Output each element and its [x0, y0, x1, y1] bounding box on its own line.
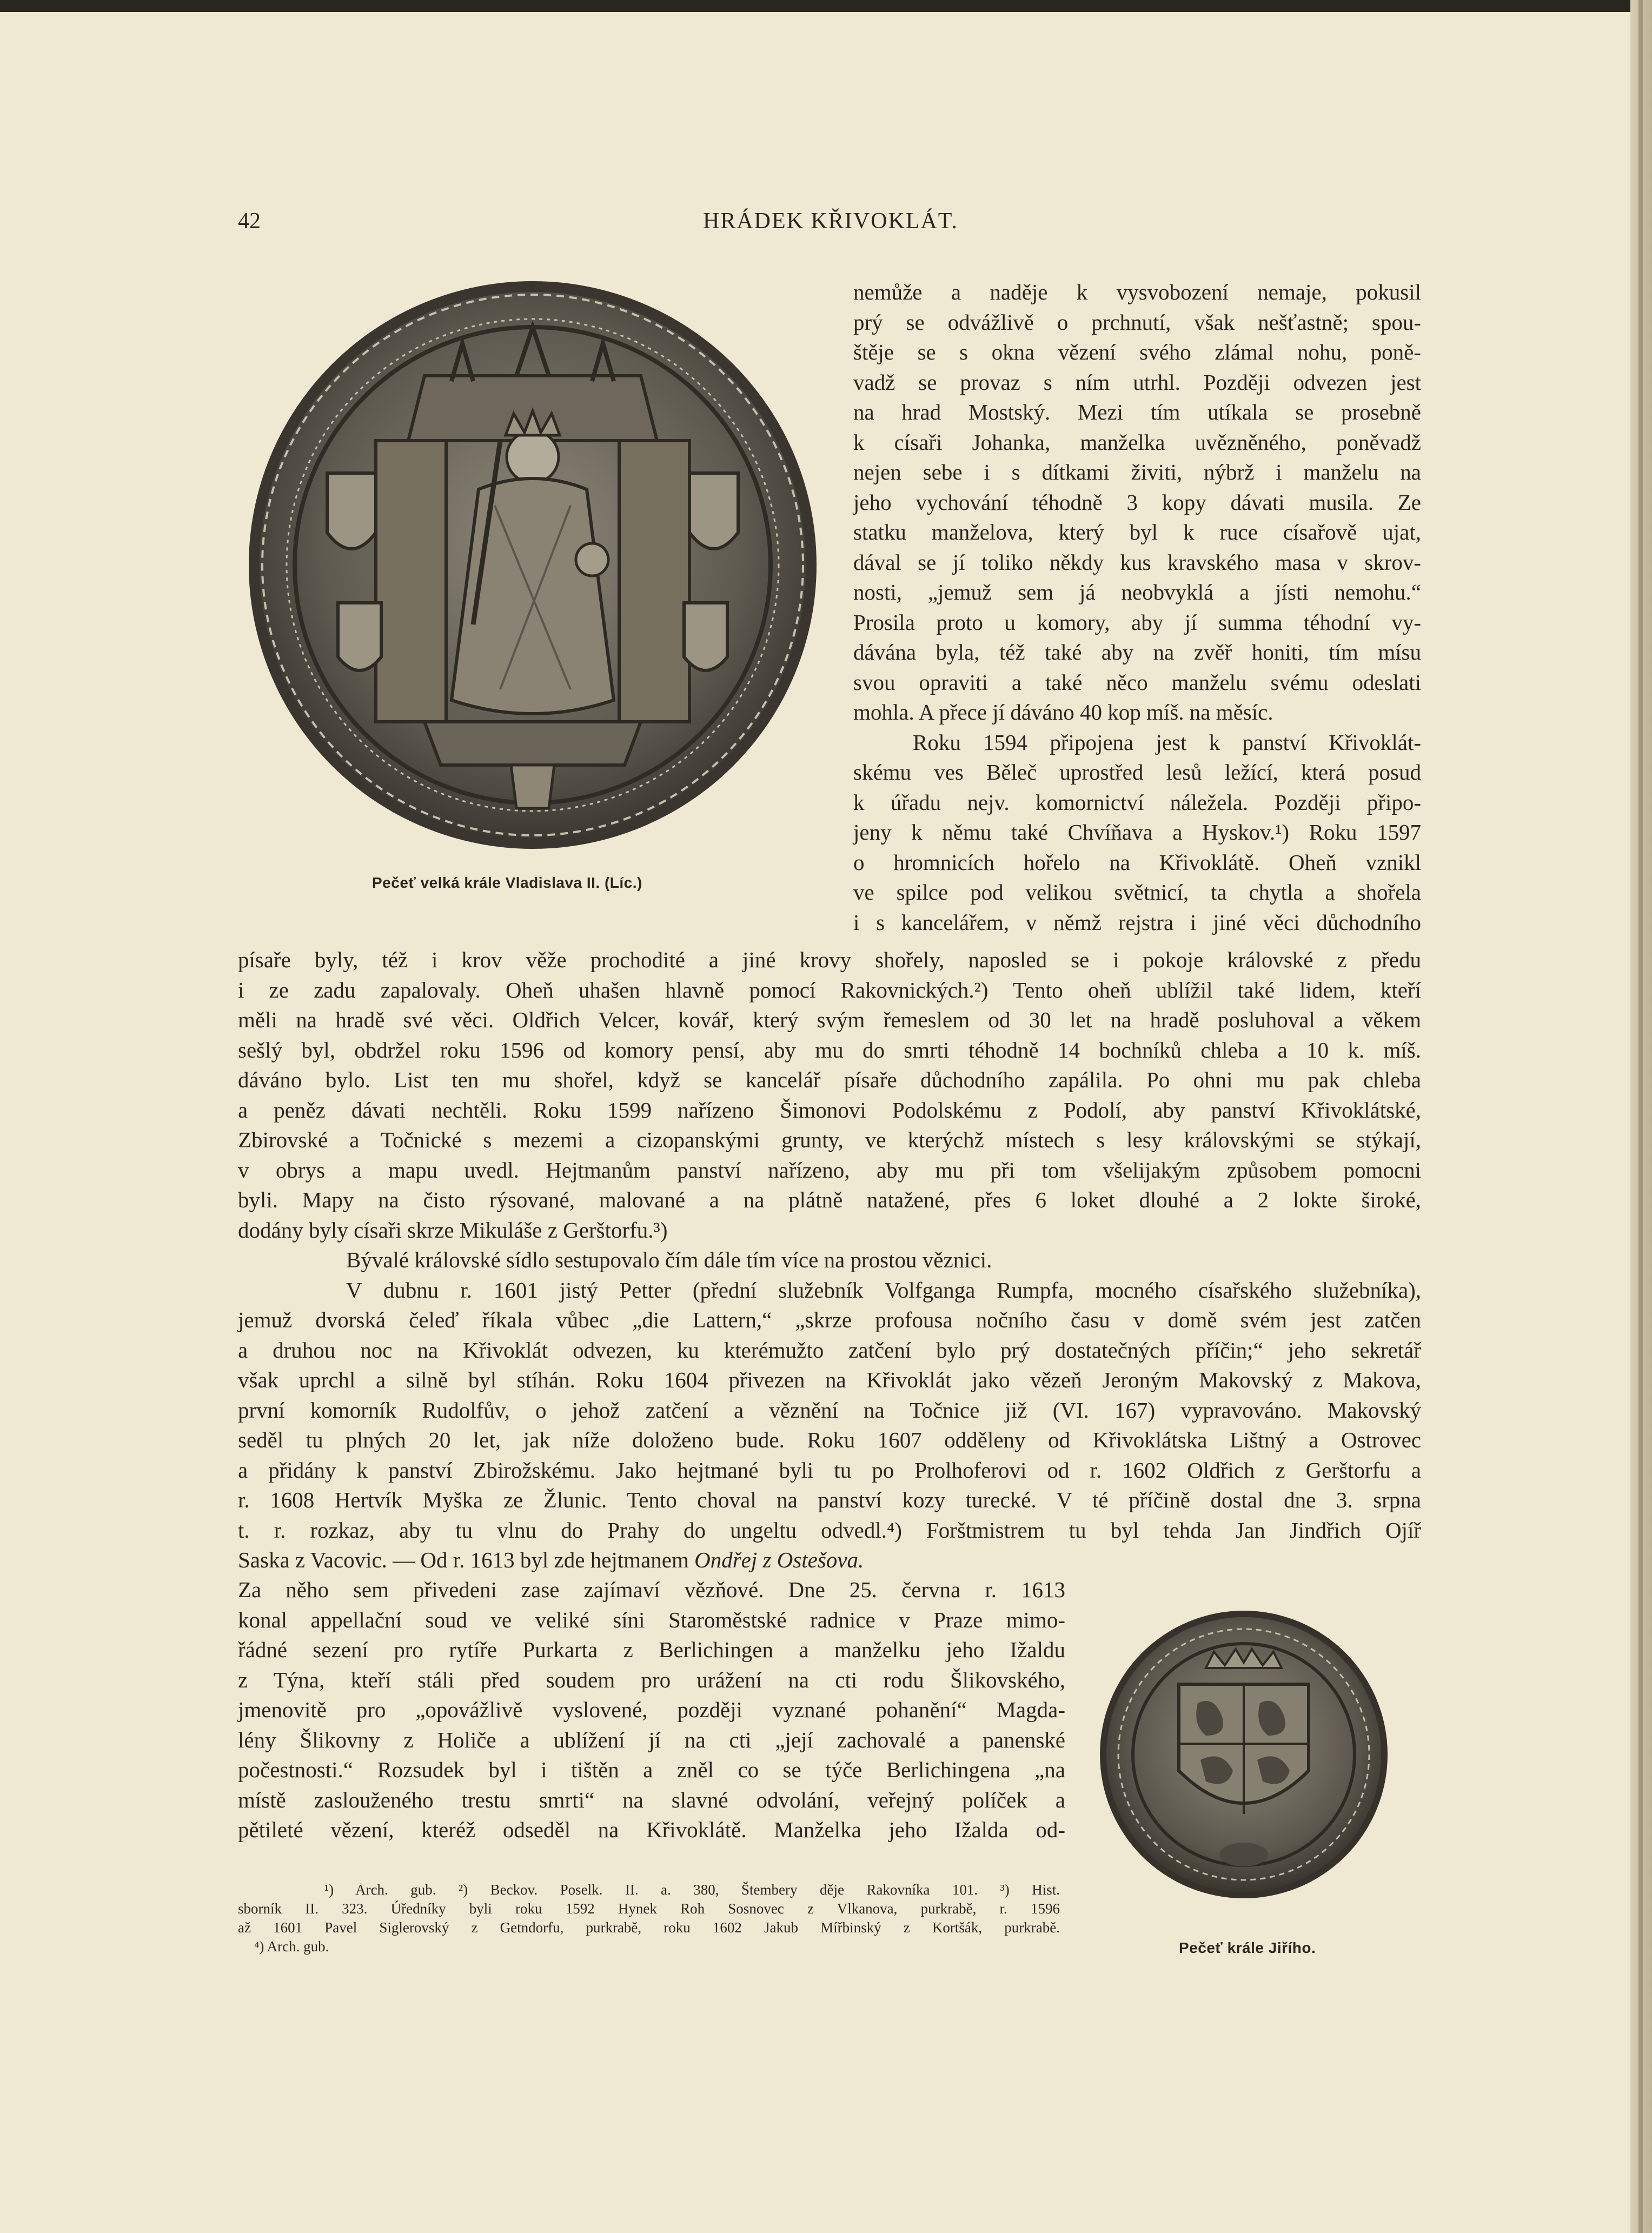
text-line: dávána byla, též také aby na zvěř honiti, tím mísu [853, 640, 1421, 664]
scan-top-edge [0, 0, 1652, 12]
text-line: však uprchl a silně byl stíhán. Roku 1604 přivezen na Křivoklát jako vězeň Jeroným Makovský z Makova, [238, 1367, 1421, 1392]
text-line: k císaři Johanka, manželka uvězněného, poněvadž [853, 429, 1421, 455]
paragraph-lower [238, 1575, 1065, 1845]
paragraph-short: Bývalé královské sídlo sestupovalo čím dále tím více na prostou věznici. [346, 1247, 992, 1272]
text-line: na hrad Mostský. Mezi tím utíkala se prosebně [853, 400, 1421, 424]
text-line: skému ves Běleč uprostřed lesů ležící, která posud [853, 760, 1421, 785]
running-head: HRÁDEK KŘIVOKLÁT. [703, 209, 958, 234]
text-line: lény Šlikovny z Holiče a ublížení jí na cti „její zachovalé a panenské [238, 1727, 1065, 1752]
footnote-line: ⁴) Arch. gub. [254, 1938, 329, 1955]
text-line: Prosila proto u komory, aby jí summa téhodní vy- [853, 609, 1421, 635]
text-line: první komorník Rudolfův, o jehož zatčení a věznění na Točnice již (VI. 167) vypravováno. Makovský [238, 1397, 1421, 1423]
text-line: r. 1608 Hertvík Myška ze Žlunic. Tento choval na panství kozy turecké. V té příčině dostal dne 3. srpna [238, 1487, 1421, 1512]
seal-jiri-image [1098, 1609, 1390, 1900]
footnote-line: sborník II. 323. Úředníky byli roku 1592 Hynek Roh Sosnovec z Vlkanova, purkrabě, r. 1596 [238, 1900, 1060, 1917]
text-line: řádné sezení pro rytíře Purkarta z Berlichingen a manželku jeho Ižaldu [238, 1637, 1065, 1662]
text-line: dodány byly císaři skrze Mikuláše z Gerštorfu.³) [238, 1217, 668, 1242]
footnotes [238, 1880, 1060, 1956]
text-line: a peněz dávati nechtěli. Roku 1599 nařízeno Šimonovi Podolskému z Podolí, aby panství Křivoklátské, [238, 1097, 1421, 1122]
text-line: štěje se s okna vězení svého zlámal nohu, poně- [853, 340, 1421, 364]
text-line: jeho vychování téhodně 3 kopy dávati musila. Ze [853, 489, 1421, 515]
text-line: dáváno bylo. List ten mu shořel, když se kancelář písaře důchodního zapálila. Po ohni mu pak chleba [238, 1067, 1421, 1092]
text-line: mohla. A přece jí dáváno 40 kop míš. na měsíc. [853, 700, 1273, 725]
text-fragment: Saska z Vacovic. — Od r. 1613 byl zde hejtmanem [238, 1547, 689, 1572]
text-line: dával se jí toliko někdy kus kravského masa v skrov- [853, 549, 1421, 575]
text-line: seděl tu plných 20 let, jak níže doloženo bude. Roku 1607 odděleny od Křivoklátska Lištný a Ostrovec [238, 1427, 1421, 1452]
caption-seal-jiri: Pečeť krále Jiřího. [1179, 1939, 1316, 1956]
text-line: Roku 1594 připojena jest k panství Křivoklát- [913, 729, 1421, 755]
caption-seal-vladislav: Pečeť velká krále Vladislava II. (Líc.) [372, 874, 642, 891]
paragraph-full-1 [238, 945, 1421, 1545]
text-line: místě zaslouženého trestu smrti“ na slavné odvolání, veřejný políček a [238, 1787, 1065, 1812]
text-line: v obrys a mapu uvedl. Hejtmanům panství nařízeno, aby mu při tom všelijakým způsobem pomocni [238, 1157, 1421, 1182]
text-line: a druhou noc na Křivoklát odvezen, ku kterémužto zatčení bylo prý dostatečných příčin;“ jeho sekretář [238, 1337, 1421, 1363]
text-line: jemuž dvorská čeleď říkala vůbec „die Lattern,“ „skrze profousa nočního času v domě svém jest zatčen [238, 1307, 1421, 1332]
text-line: a přidány k panství Zbirožskému. Jako hejtmané byli tu po Prolhoferovi od r. 1602 Oldřich z Gerštorfu a [238, 1457, 1421, 1483]
text-line: prý se odvážlivě o prchnutí, však nešťastně; spou- [853, 309, 1421, 335]
text-line: jmenovitě pro „opovážlivě vyslovené, později vyznané pohanění“ Magda- [238, 1697, 1065, 1722]
text-line: počestnosti.“ Rozsudek byl i tištěn a zněl co se týče Berlichingena „na [238, 1757, 1065, 1782]
text-line: t. r. rozkaz, aby tu vlnu do Prahy do ungeltu odvedl.⁴) Forštmistrem tu byl tehda Jan Jindřich Ojíř [238, 1517, 1421, 1543]
text-line: nemůže a naděje k vysvobození nemaje, pokusil [853, 280, 1421, 304]
text-line: svou opraviti a také něco manželu svému odeslati [853, 669, 1421, 695]
page-number: 42 [238, 209, 261, 234]
column-text [853, 277, 1421, 938]
text-line: Zbirovské a Točnické s mezemi a cizopanskými grunty, ve kterýchž místech s lesy královskými se stýkají, [238, 1127, 1421, 1152]
text-line: pětileté vězení, kteréž odseděl na Křivoklátě. Manželka jeho Ižalda od- [238, 1817, 1065, 1842]
text-line: sešlý byl, obdržel roku 1596 od komory pensí, aby mu do smrti téhodně 14 bochníků chleba a 10 k. míš. [238, 1037, 1421, 1062]
text-line: i ze zadu zapalovaly. Oheň uhašen hlavně pomocí Rakovnických.²) Tento oheň ublížil také lidem, kteří [238, 977, 1421, 1002]
text-line: písaře byly, též i krov věže prochodité a jiné krovy shořely, naposled se i pokoje královské z předu [238, 947, 1421, 972]
text-line: Za něho sem přivedeni zase zajímaví vězňové. Dne 25. června r. 1613 [238, 1577, 1065, 1602]
seal-vladislav-image [246, 278, 819, 852]
text-line: jeny k němu také Chvíňava a Hyskov.¹) Roku 1597 [853, 820, 1421, 845]
footnote-line: až 1601 Pavel Siglerovský z Getndorfu, purkrabě, roku 1602 Jakub Mířbinský z Kortšák, purkrabě. [238, 1919, 1060, 1936]
text-line: nejen sebe i s dítkami živiti, nýbrž i manželu na [853, 460, 1421, 484]
text-line: měli na hradě své věci. Oldřich Velcer, kovář, který svým řemeslem od 30 let na hradě posluhoval a věkem [238, 1007, 1421, 1032]
text-line: o hromnicích hořelo na Křivoklátě. Oheň vznikl [853, 849, 1421, 875]
name-italic: Ondřej z Ostešova. [694, 1547, 864, 1572]
text-line: byli. Mapy na čisto rýsované, malované a na plátně natažené, přes 6 loket dlouhé a 2 lokte široké, [238, 1187, 1421, 1212]
text-line: V dubnu r. 1601 jistý Petter (přední služebník Volfganga Rumpfa, mocného císařského služebníka), [346, 1277, 1421, 1302]
text-line: vadž se provaz s ním utrhl. Později odvezen jest [853, 369, 1421, 395]
text-line: ve spilce pod velikou světnicí, ta chytla a shořela [853, 880, 1421, 905]
text-line: k úřadu nejv. komornictví náležela. Později připo- [853, 789, 1421, 815]
text-line-hejtman [238, 1545, 1071, 1576]
scan-fold-shadow [1638, 0, 1643, 2233]
footnote-line: ¹) Arch. gub. ²) Beckov. Poselk. II. a. 380, Štembery děje Rakovníka 101. ³) Hist. [324, 1882, 1060, 1898]
text-line: z Týna, kteří stáli před soudem pro urážení na cti rodu Šlikovského, [238, 1667, 1065, 1692]
text-line: i s kancelářem, v němž rejstra i jiné věci důchodního [853, 909, 1421, 935]
text-line: statku manželova, který byl k ruce císařově ujat, [853, 520, 1421, 544]
text-line: konal appellační soud ve veliké síni Staroměstské radnice v Praze mimo- [238, 1607, 1065, 1632]
text-line: nosti, „jemuž sem já neobvyklá a jísti nemohu.“ [853, 580, 1421, 604]
